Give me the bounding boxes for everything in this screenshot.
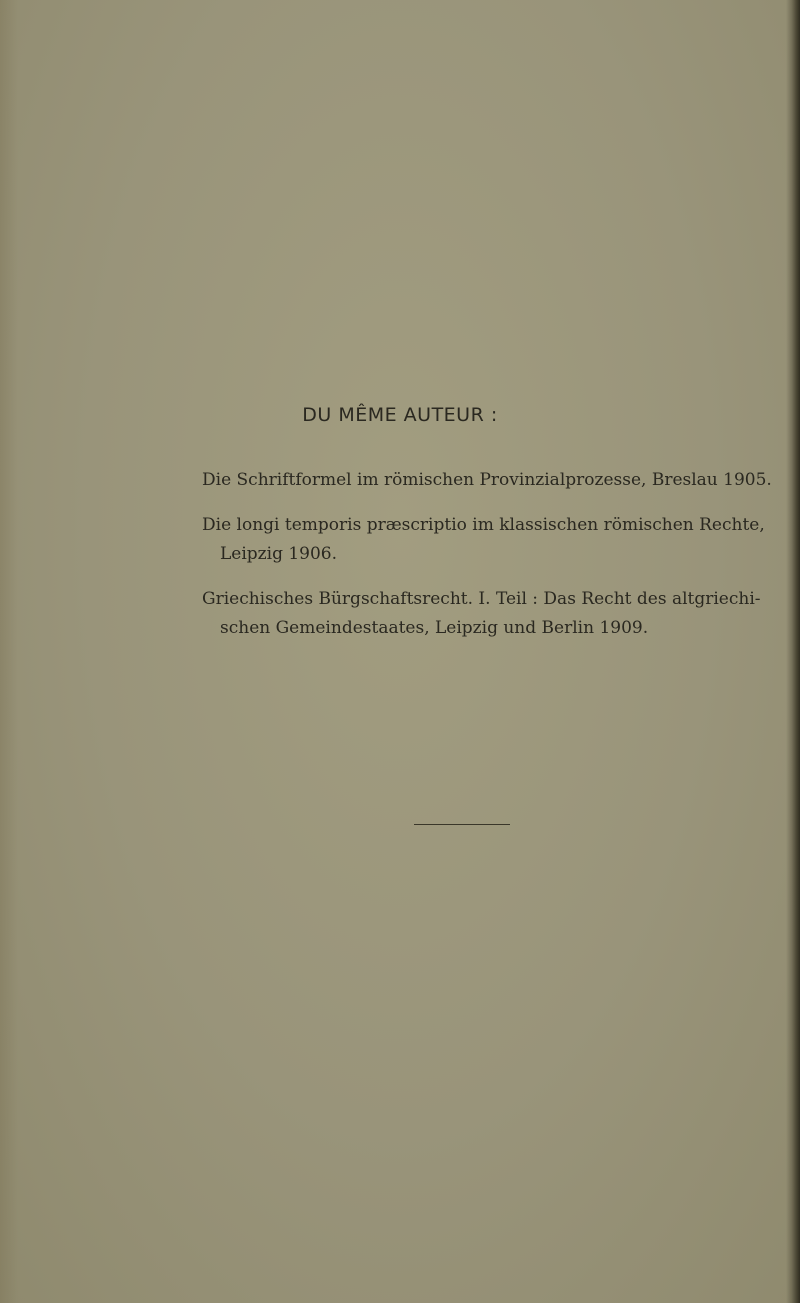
work-entry-line: schen Gemeindestaates, Leipzig und Berlin 1909. (220, 618, 649, 638)
work-entry-line: Leipzig 1906. (220, 544, 338, 564)
horizontal-rule (414, 824, 510, 825)
work-entry-line: Die Schriftformel im römischen Provinzialprozesse, Breslau 1905. (202, 470, 772, 490)
work-entry (202, 585, 772, 643)
works-list (202, 466, 772, 659)
section-heading: DU MÊME AUTEUR : (302, 404, 498, 426)
page-left-shadow (0, 0, 18, 1303)
work-entry (202, 466, 772, 495)
page-right-edge (786, 0, 800, 1303)
work-entry-line: Griechisches Bürgschaftsrecht. I. Teil : Das Recht des altgriechi- (202, 589, 761, 609)
work-entry-line: Die longi temporis præscriptio im klassischen römischen Rechte, (202, 515, 765, 535)
work-entry (202, 511, 772, 569)
